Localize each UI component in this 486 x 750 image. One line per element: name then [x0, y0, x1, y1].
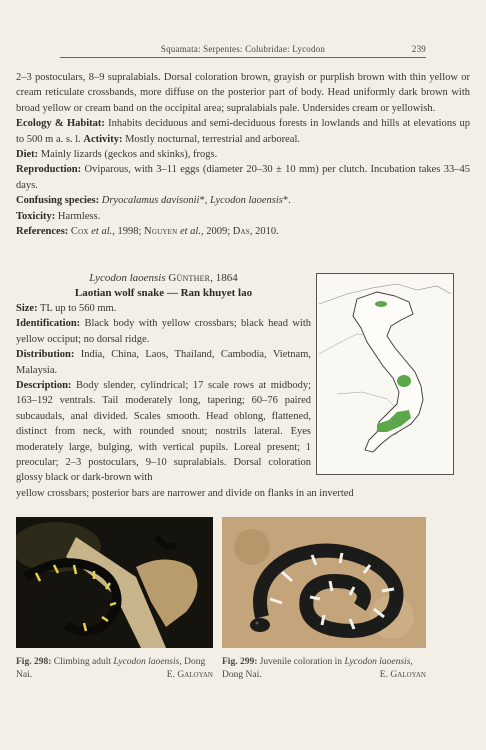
size-paragraph — [16, 301, 311, 316]
reference-year-2: , 2009; — [200, 226, 231, 238]
references-label: References: — [16, 226, 69, 238]
confusing-species-1: Dryocalamus davisonii — [101, 195, 200, 207]
previous-species-text — [16, 70, 470, 239]
activity-text: Mostly nocturnal, terrestrial and arboreal. — [125, 133, 301, 145]
figure-299-caption-text: Juvenile coloration in — [259, 657, 343, 667]
species-heading — [16, 271, 311, 301]
range-central — [397, 375, 411, 387]
reproduction-paragraph — [16, 162, 470, 193]
figure-298-credit: E. Galoyan — [166, 670, 213, 680]
identification-label: Identification: — [16, 318, 81, 330]
header-rule — [60, 57, 426, 58]
references-paragraph — [16, 224, 470, 239]
figure-298-locality: , Dong Nai. — [16, 657, 206, 680]
toxicity-paragraph — [16, 209, 470, 224]
page-number: 239 — [411, 44, 426, 54]
range-north — [375, 301, 387, 307]
reference-author-3: Das — [232, 226, 250, 238]
figure-298-caption — [16, 656, 213, 682]
figure-299-caption — [222, 656, 426, 682]
species-account — [16, 271, 311, 486]
identification-text: Black body with yellow crossbars; black head with yellow occiput; no dorsal ridge. — [16, 318, 311, 345]
distribution-map — [316, 273, 454, 475]
figure-298-label: Fig. 298: — [16, 657, 52, 667]
diet-label: Diet: — [16, 149, 39, 161]
species-author: Günther — [168, 272, 211, 284]
size-label: Size: — [16, 303, 38, 314]
reference-author-2: Nguyen — [144, 226, 178, 238]
description-text: Body slender, cylindrical; 17 scale rows at midbody; 163–192 ventrals. Tail moderately long, tapering; 60–76 paired subcaudals, anal divided. Scales smooth. Head oblong, flattened, distinct from neck, with rounded snout; nostrils lateral. Eyes moderately large, bulging, with vertical pupils. Loreal present; 1 preocular; 2–3 postoculars, 9–10 supralabials. Dorsal coloration glossy black or dark-brown with — [16, 380, 311, 484]
description-tail: yellow crossbars; posterior bars are narrower and divide on flanks in an inverted — [16, 488, 354, 499]
size-text: TL up to 560 mm. — [40, 303, 117, 314]
diet-paragraph — [16, 147, 470, 162]
ecology-label: Ecology & Habitat: — [16, 118, 105, 130]
confusing-species-paragraph — [16, 193, 470, 208]
running-head-title: Squamata: Serpentes: Colubridae: Lycodon — [160, 44, 326, 54]
reference-etal-1: et al. — [91, 226, 113, 238]
activity-label: Activity: — [83, 133, 123, 145]
figure-298-caption-text: Climbing adult — [53, 657, 111, 667]
species-year: , 1864 — [210, 272, 238, 284]
confusing-species-2-mark: *. — [282, 195, 291, 207]
reproduction-label: Reproduction: — [16, 164, 82, 176]
juvenile-snake-image — [222, 517, 426, 648]
confusing-species-2: Lycodon laoensis — [209, 195, 283, 207]
species-scientific-name: Lycodon laoensis — [89, 272, 166, 284]
figure-299-label: Fig. 299: — [222, 657, 258, 667]
figure-299-locality: , Dong Nai. — [222, 657, 413, 680]
diet-text: Mainly lizards (geckos and skinks), frogs. — [40, 149, 218, 161]
ecology-paragraph — [16, 116, 470, 147]
climbing-snake-image — [16, 517, 213, 648]
figure-298-species: Lycodon laoensis — [113, 657, 180, 667]
description-continuation: 2–3 postoculars, 8–9 supralabials. Dorsal coloration brown, grayish or purplish brown with thin yellow or cream reticulate crossbands, more diffuse on the posterior part of body. Head uniformly dark brown with broad yellow or cream band on the occipital area; supralabials pale. Undersides cream or yellowish. — [16, 72, 470, 114]
reference-author-1: Cox — [70, 226, 89, 238]
figure-299-photo — [222, 517, 426, 648]
reference-year-1: , 1998; — [112, 226, 142, 238]
distribution-paragraph — [16, 347, 311, 378]
confusing-species-label: Confusing species: — [16, 195, 100, 207]
distribution-text: India, China, Laos, Thailand, Cambodia, Vietnam, Malaysia. — [16, 349, 311, 376]
running-head — [60, 44, 426, 58]
species-title-line — [16, 271, 311, 286]
identification-paragraph — [16, 316, 311, 347]
reference-year-3: , 2010. — [249, 226, 279, 238]
confusing-species-1-mark: *, — [199, 195, 210, 207]
vietnam-map-graphic — [317, 274, 453, 474]
species-common-name: Laotian wolf snake — Ran khuyet lao — [74, 287, 253, 299]
figure-298-photo — [16, 517, 213, 648]
distribution-label: Distribution: — [16, 349, 75, 361]
reference-etal-2: et al. — [179, 226, 201, 238]
figure-299-species: Lycodon laoensis — [344, 657, 411, 667]
figure-299-credit: E. Galoyan — [379, 670, 426, 680]
toxicity-label: Toxicity: — [16, 210, 56, 222]
toxicity-text: Harmless. — [57, 210, 101, 222]
ecology-text: Inhabits deciduous and semi-deciduous forests in lowlands and hills at elevations up to 500 m a. s. l. — [16, 118, 470, 145]
description-label: Description: — [16, 380, 72, 392]
description-paragraph — [16, 378, 311, 486]
reproduction-text: Oviparous, with 3–11 eggs (diameter 20–30 ± 10 mm) per clutch. Incubation takes 33–45 days. — [16, 164, 470, 191]
